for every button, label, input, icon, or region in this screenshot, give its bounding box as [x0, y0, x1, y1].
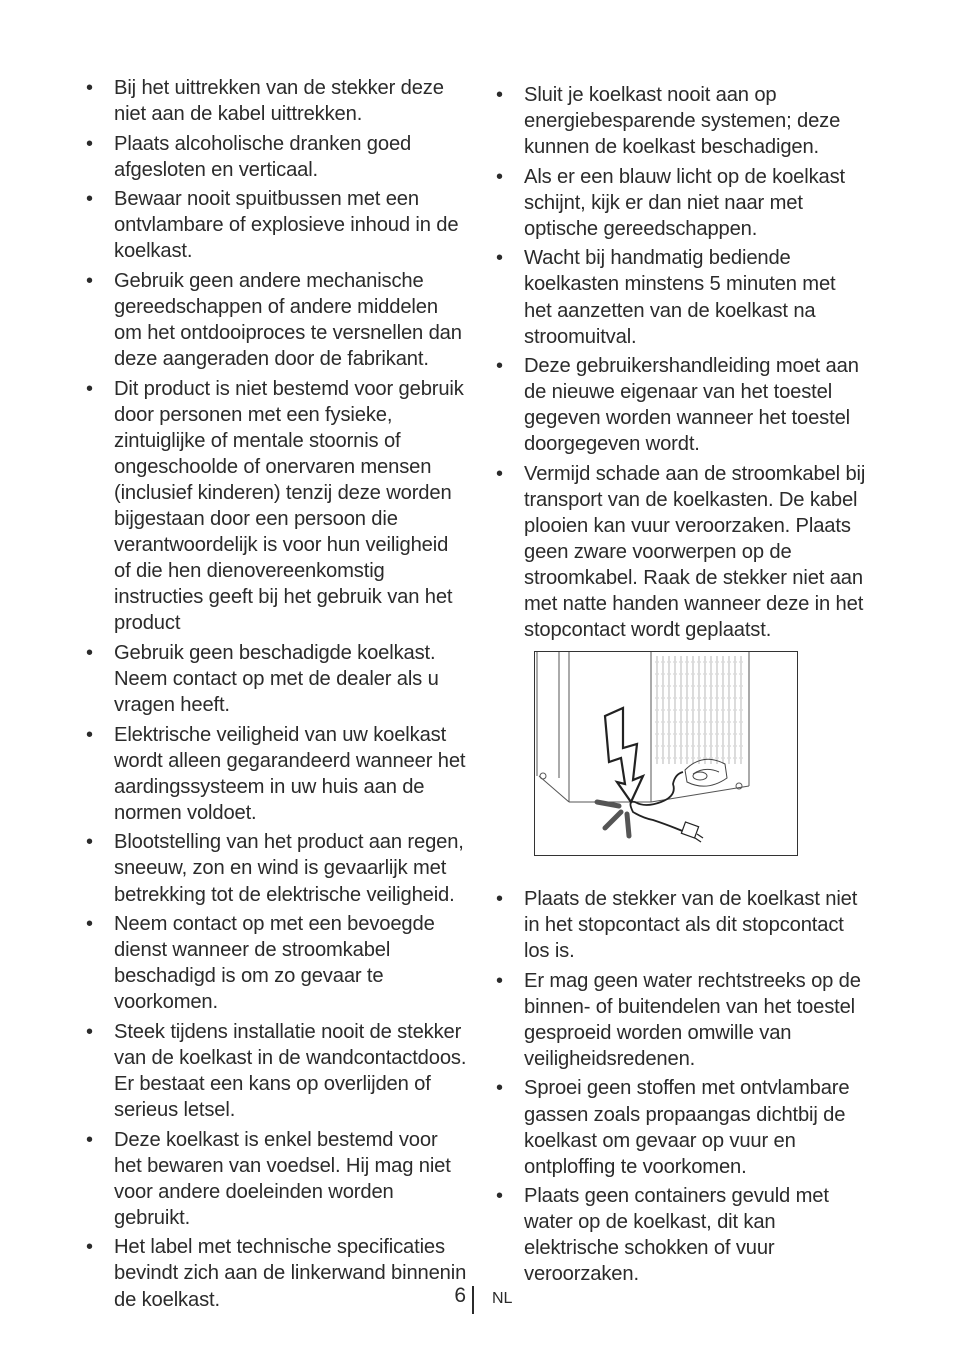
list-item: • Deze koelkast is enkel bestemd voor het bewaren van voedsel. Hij mag niet voor andere doeleinden worden gebruikt. — [86, 1127, 470, 1231]
list-item: • Gebruik geen andere mechanische gereedschappen of andere middelen om het ontdooiproces te versnellen dan deze aangeraden door de fabrikant. — [86, 268, 470, 372]
list-item: • Deze gebruikershandleiding moet aan de nieuwe eigenaar van het toestel gegeven worden wanneer het toestel doorgegeven wordt. — [496, 353, 868, 457]
list-item: • Neem contact op met een bevoegde dienst wanneer de stroomkabel beschadigd is om zo gevaar te voorkomen. — [86, 911, 470, 1015]
language-code: NL — [492, 1290, 513, 1307]
list-item: • Het label met technische specificaties bevindt zich aan de linkerwand binnenin de koelkast. — [86, 1234, 470, 1312]
list-item: • Als er een blauw licht op de koelkast schijnt, kijk er dan niet naar met optische gereedschappen. — [496, 164, 868, 242]
list-item: • Plaats de stekker van de koelkast niet in het stopcontact als dit stopcontact los is. — [496, 886, 868, 964]
right-column-top — [496, 82, 868, 647]
list-item: • Plaats alcoholische dranken goed afgesloten en verticaal. — [86, 131, 470, 183]
list-item: • Er mag geen water rechtstreeks op de binnen- of buitendelen van het toestel gesproeid worden omwille van veiligheidsredenen. — [496, 968, 868, 1072]
list-item: • Elektrische veiligheid van uw koelkast wordt alleen gegarandeerd wanneer het aardingssysteem in uw huis aan de normen voldoet. — [86, 722, 470, 826]
refrigerator-power-cable-illustration — [534, 651, 798, 856]
right-bullet-list-top — [496, 82, 868, 644]
list-item: • Bewaar nooit spuitbussen met een ontvlambare of explosieve inhoud in de koelkast. — [86, 186, 470, 264]
left-column — [86, 75, 470, 1316]
list-item: • Blootstelling van het product aan regen, sneeuw, zon en wind is gevaarlijk met betrekking tot de elektrische veiligheid. — [86, 829, 470, 907]
right-bullet-list-bottom — [496, 886, 868, 1288]
list-item: • Steek tijdens installatie nooit de stekker van de koelkast in de wandcontactdoos. Er bestaat een kans op overlijden of serieus letsel. — [86, 1019, 470, 1123]
page-footer — [0, 1284, 954, 1316]
list-item: • Vermijd schade aan de stroomkabel bij transport van de koelkasten. De kabel plooien kan vuur veroorzaken. Plaats geen zware voorwerpen op de stroomkabel. Raak de stekker niet aan met natte handen wanneer deze in het stopcontact wordt geplaatst. — [496, 461, 868, 644]
left-bullet-list — [86, 75, 470, 1313]
list-item: • Bij het uittrekken van de stekker deze niet aan de kabel uittrekken. — [86, 75, 470, 127]
page-number: 6 — [454, 1284, 466, 1307]
list-item: • Dit product is niet bestemd voor gebruik door personen met een fysieke, zintuiglijke of mentale stoornis of ongeschoolde of onervaren mensen (inclusief kinderen) tenzij deze worden bijgestaan door een persoon die verantwoordelijk is voor hun veiligheid of die hen dienovereenkomstig instructies geeft bij het gebruik van het product — [86, 376, 470, 637]
list-item: • Sproei geen stoffen met ontvlambare gassen zoals propaangas dichtbij de koelkast om gevaar op vuur en ontploffing te voorkomen. — [496, 1075, 868, 1179]
footer-divider — [472, 1286, 474, 1314]
right-column-bottom — [496, 886, 868, 1291]
list-item: • Gebruik geen beschadigde koelkast. Neem contact op met de dealer als u vragen heeft. — [86, 640, 470, 718]
list-item: • Sluit je koelkast nooit aan op energiebesparende systemen; deze kunnen de koelkast beschadigen. — [496, 82, 868, 160]
list-item: • Wacht bij handmatig bediende koelkasten minstens 5 minuten met het aanzetten van de koelkast na stroomuitval. — [496, 245, 868, 349]
list-item: • Plaats geen containers gevuld met water op de koelkast, dit kan elektrische schokken of vuur veroorzaken. — [496, 1183, 868, 1287]
